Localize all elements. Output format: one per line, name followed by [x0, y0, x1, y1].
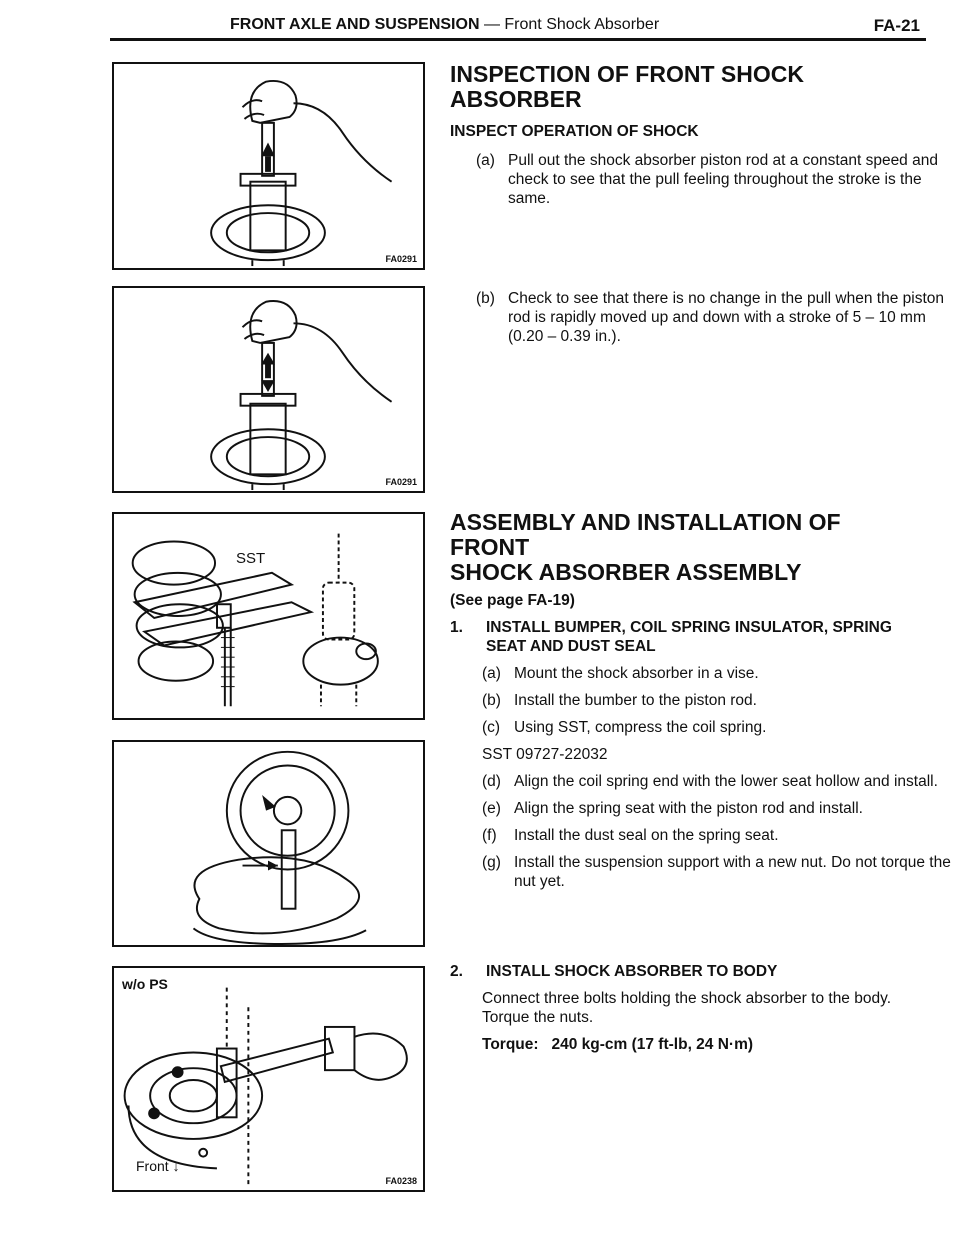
front-text: Front — [136, 1158, 169, 1174]
assembly-step-1 — [450, 618, 926, 656]
torque-spec — [450, 1035, 926, 1054]
step-text: Install the suspension support with a new nut. Do not torque the nut yet. — [514, 854, 951, 890]
step-text: Align the spring seat with the piston rod and install. — [514, 800, 863, 817]
step-letter: (b) — [482, 692, 501, 709]
step-letter: (b) — [476, 290, 495, 307]
step-letter: (e) — [482, 800, 501, 817]
step-number: 1. — [450, 619, 463, 636]
torque-label: Torque: — [482, 1036, 539, 1053]
step-letter: (c) — [482, 719, 501, 736]
figure-code: FA0291 — [385, 477, 417, 487]
assembly-step-1c — [482, 718, 954, 737]
step-letter: (a) — [482, 665, 501, 682]
step-text: Using SST, compress the coil spring. — [514, 719, 767, 736]
step-text: Check to see that there is no change in the pull when the piston rod is rapidly moved up and down with a stroke of 5 – 10 mm (0.20 – 0.39 in.). — [508, 290, 945, 345]
spring-seat-illustration — [114, 742, 423, 945]
page-header — [110, 14, 926, 36]
inspection-step-b-block — [450, 289, 945, 346]
down-arrow-icon: ↓ — [172, 1158, 180, 1174]
assembly-title-line2: SHOCK ABSORBER ASSEMBLY — [450, 559, 802, 585]
see-page-reference: (See page FA-19) — [450, 592, 575, 609]
assembly-step-1e — [482, 799, 954, 818]
coil-spring-compressor-illustration — [114, 514, 423, 718]
assembly-title-line1: ASSEMBLY AND INSTALLATION OF FRONT — [450, 509, 841, 560]
assembly-step-1d — [482, 772, 954, 791]
figure-code: FA0238 — [385, 1176, 417, 1186]
assembly-step-2 — [450, 962, 926, 981]
step-text: Pull out the shock absorber piston rod at a constant speed and check to see that the pull feeling throughout the stroke is the same. — [508, 152, 938, 207]
step-text: Align the coil spring end with the lower seat hollow and install. — [514, 773, 938, 790]
figure-sst-compress — [112, 512, 425, 720]
figure-torque-nuts — [112, 966, 425, 1192]
sst-label: SST — [236, 550, 266, 567]
assembly-step-1g — [482, 853, 954, 891]
assembly-section — [450, 509, 951, 891]
assembly-step-1a — [482, 664, 954, 683]
step-text: Install the bumber to the piston rod. — [514, 692, 757, 709]
inspection-section — [450, 61, 938, 208]
step-text: Mount the shock absorber in a vise. — [514, 665, 759, 682]
figure-pull-rod — [112, 62, 425, 270]
assembly-step-2-block — [450, 962, 926, 1054]
header-subsection: Front Shock Absorber — [504, 16, 660, 33]
step-2-body: Connect three bolts holding the shock absorber to the body. Torque the nuts. — [482, 990, 892, 1026]
page-number: FA-21 — [873, 16, 920, 35]
inspection-step-b — [476, 289, 944, 346]
step-letter: (g) — [482, 854, 501, 871]
step-text: Install the dust seal on the spring seat. — [514, 827, 779, 844]
front-label — [136, 1158, 180, 1174]
torque-value: 240 kg-cm (17 ft-lb, 24 N·m) — [551, 1036, 754, 1053]
step-letter: (d) — [482, 773, 501, 790]
inspection-title: INSPECTION OF FRONT SHOCK ABSORBER — [450, 61, 804, 112]
wo-ps-label: w/o PS — [122, 976, 168, 992]
assembly-step-1b — [482, 691, 954, 710]
inspection-subtitle: INSPECT OPERATION OF SHOCK — [450, 123, 699, 140]
figure-code: FA0291 — [385, 254, 417, 264]
step-heading: INSTALL SHOCK ABSORBER TO BODY — [486, 963, 778, 980]
figure-spring-seat — [112, 740, 425, 947]
assembly-step-1f — [482, 826, 954, 845]
step-letter: (f) — [482, 827, 497, 844]
torque-wrench-illustration — [114, 968, 423, 1190]
sst-number: SST 09727-22032 — [482, 746, 608, 763]
inspection-step-a — [476, 151, 944, 208]
header-dash: — — [483, 16, 500, 33]
header-rule — [110, 38, 926, 41]
shock-pull-illustration — [114, 64, 423, 268]
step-number: 2. — [450, 963, 463, 980]
header-title — [230, 16, 659, 34]
shock-stroke-illustration — [114, 288, 423, 491]
step-heading: INSTALL BUMPER, COIL SPRING INSULATOR, SPRING SEAT AND DUST SEAL — [486, 619, 892, 655]
header-section: FRONT AXLE AND SUSPENSION — [230, 16, 480, 33]
figure-stroke-rod — [112, 286, 425, 493]
step-letter: (a) — [476, 152, 495, 169]
